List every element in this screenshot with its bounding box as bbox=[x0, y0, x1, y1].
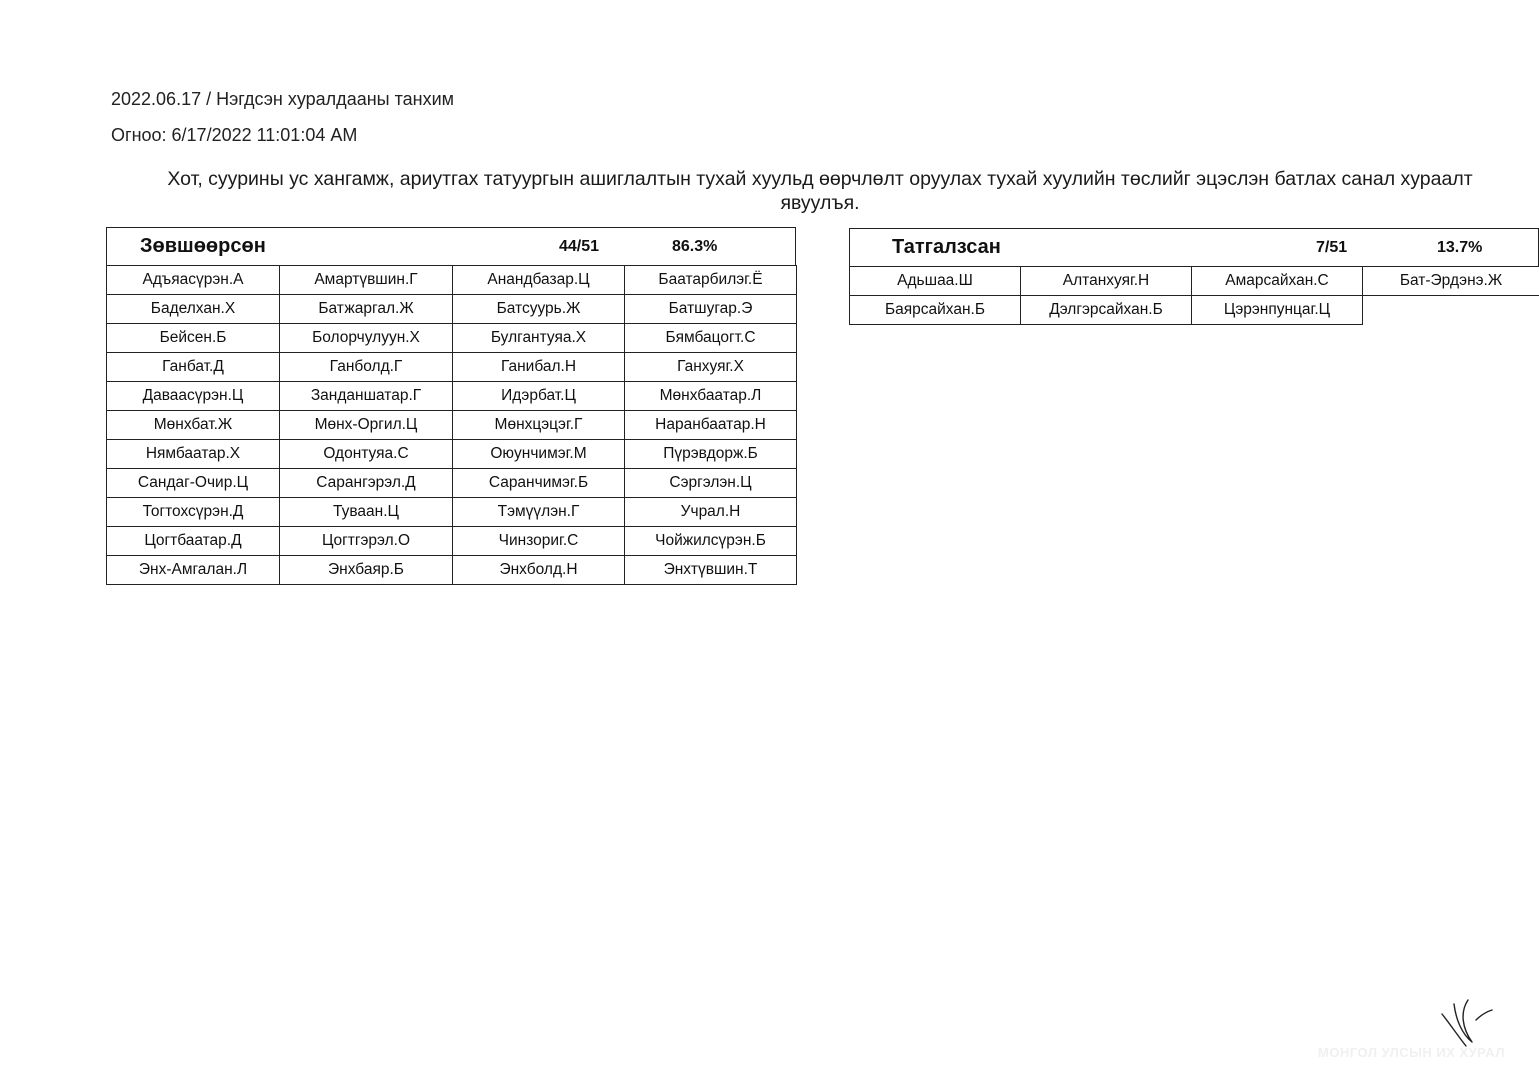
rejected-label: Татгалзсан bbox=[892, 236, 1001, 258]
member-name-cell: Тогтохсүрэн.Д bbox=[107, 498, 280, 527]
table-row bbox=[107, 556, 797, 585]
handwritten-signature-icon bbox=[1432, 992, 1502, 1052]
table-row bbox=[850, 267, 1539, 296]
member-name-cell: Цогтбаатар.Д bbox=[107, 527, 280, 556]
member-name-cell: Пүрэвдорж.Б bbox=[625, 440, 797, 469]
approved-percent: 86.3% bbox=[672, 238, 718, 255]
member-name-cell: Сандаг-Очир.Ц bbox=[107, 469, 280, 498]
member-name-cell: Цогтгэрэл.О bbox=[280, 527, 453, 556]
table-row bbox=[107, 527, 797, 556]
member-name-cell: Сарангэрэл.Д bbox=[280, 469, 453, 498]
table-row bbox=[850, 296, 1539, 325]
member-name-cell: Ганболд.Г bbox=[280, 353, 453, 382]
rejected-header bbox=[849, 228, 1539, 266]
member-name-cell: Болорчулуун.Х bbox=[280, 324, 453, 353]
member-name-cell: Мөнх-Оргил.Ц bbox=[280, 411, 453, 440]
member-name-cell: Алтанхуяг.Н bbox=[1021, 267, 1192, 296]
member-name-cell: Даваасүрэн.Ц bbox=[107, 382, 280, 411]
member-name-cell: Саранчимэг.Б bbox=[453, 469, 625, 498]
motion-title: Хот, суурины ус хангамж, ариутгах татуургын ашиглалтын тухай хуульд өөрчлөлт оруулах тухай хуулийн төслийг эцэслэн батлах санал хураалт явуулъя. bbox=[167, 168, 1473, 214]
member-name-cell: Учрал.Н bbox=[625, 498, 797, 527]
approved-count: 44/51 bbox=[559, 238, 600, 255]
member-name-cell: Адъяасүрэн.А bbox=[107, 266, 280, 295]
member-name-cell: Баделхан.Х bbox=[107, 295, 280, 324]
member-name-cell: Энхбаяр.Б bbox=[280, 556, 453, 585]
table-row bbox=[107, 295, 797, 324]
member-name-cell: Цэрэнпунцаг.Ц bbox=[1192, 296, 1363, 325]
member-name-cell: Мөнхбат.Ж bbox=[107, 411, 280, 440]
table-row bbox=[107, 469, 797, 498]
member-name-cell: Бямбацогт.С bbox=[625, 324, 797, 353]
member-name-cell: Батсуурь.Ж bbox=[453, 295, 625, 324]
member-name-cell: Бат-Эрдэнэ.Ж bbox=[1363, 267, 1539, 296]
member-name-cell: Баатарбилэг.Ё bbox=[625, 266, 797, 295]
member-name-cell: Чинзориг.С bbox=[453, 527, 625, 556]
watermark: МОНГОЛ УЛСЫН ИХ ХУРАЛ bbox=[1318, 1045, 1505, 1060]
table-row bbox=[107, 440, 797, 469]
member-name-cell: Амарсайхан.С bbox=[1192, 267, 1363, 296]
member-name-cell: Анандбазар.Ц bbox=[453, 266, 625, 295]
table-row bbox=[107, 353, 797, 382]
member-name-cell: Батжаргал.Ж bbox=[280, 295, 453, 324]
member-name-cell: Чойжилсүрэн.Б bbox=[625, 527, 797, 556]
member-name-cell: Сэргэлэн.Ц bbox=[625, 469, 797, 498]
rejected-percent: 13.7% bbox=[1437, 239, 1483, 256]
table-row bbox=[107, 266, 797, 295]
vote-datetime: Огноо: 6/17/2022 11:01:04 AM bbox=[111, 125, 358, 145]
member-name-cell: Дэлгэрсайхан.Б bbox=[1021, 296, 1192, 325]
session-header: 2022.06.17 / Нэгдсэн хуралдааны танхим bbox=[111, 89, 455, 109]
member-name-cell: Мөнхбаатар.Л bbox=[625, 382, 797, 411]
member-name-cell: Ганбат.Д bbox=[107, 353, 280, 382]
approved-header bbox=[106, 227, 796, 265]
member-name-cell: Энх-Амгалан.Л bbox=[107, 556, 280, 585]
member-name-cell: Занданшатар.Г bbox=[280, 382, 453, 411]
approved-label: Зөвшөөрсөн bbox=[140, 235, 266, 257]
member-name-cell: Энхтүвшин.Т bbox=[625, 556, 797, 585]
table-row bbox=[107, 382, 797, 411]
table-row bbox=[107, 498, 797, 527]
member-name-cell: Адьшаа.Ш bbox=[850, 267, 1021, 296]
rejected-table bbox=[849, 266, 1539, 325]
member-name-cell: Амартүвшин.Г bbox=[280, 266, 453, 295]
member-name-cell: Баярсайхан.Б bbox=[850, 296, 1021, 325]
rejected-count: 7/51 bbox=[1316, 239, 1348, 256]
member-name-cell: Бейсен.Б bbox=[107, 324, 280, 353]
member-name-cell: Нямбаатар.Х bbox=[107, 440, 280, 469]
member-name-cell: Энхболд.Н bbox=[453, 556, 625, 585]
member-name-cell: Туваан.Ц bbox=[280, 498, 453, 527]
member-name-cell: Мөнхцэцэг.Г bbox=[453, 411, 625, 440]
approved-table bbox=[106, 265, 797, 585]
member-name-cell: Идэрбат.Ц bbox=[453, 382, 625, 411]
member-name-cell: Батшугар.Э bbox=[625, 295, 797, 324]
member-name-cell: Ганибал.Н bbox=[453, 353, 625, 382]
member-name-cell: Одонтуяа.С bbox=[280, 440, 453, 469]
member-name-cell: Тэмүүлэн.Г bbox=[453, 498, 625, 527]
table-row bbox=[107, 324, 797, 353]
member-name-cell: Наранбаатар.Н bbox=[625, 411, 797, 440]
member-name-cell: Булгантуяа.Х bbox=[453, 324, 625, 353]
member-name-cell: Ганхуяг.Х bbox=[625, 353, 797, 382]
member-name-cell bbox=[1363, 296, 1539, 325]
member-name-cell: Оюунчимэг.М bbox=[453, 440, 625, 469]
table-row bbox=[107, 411, 797, 440]
